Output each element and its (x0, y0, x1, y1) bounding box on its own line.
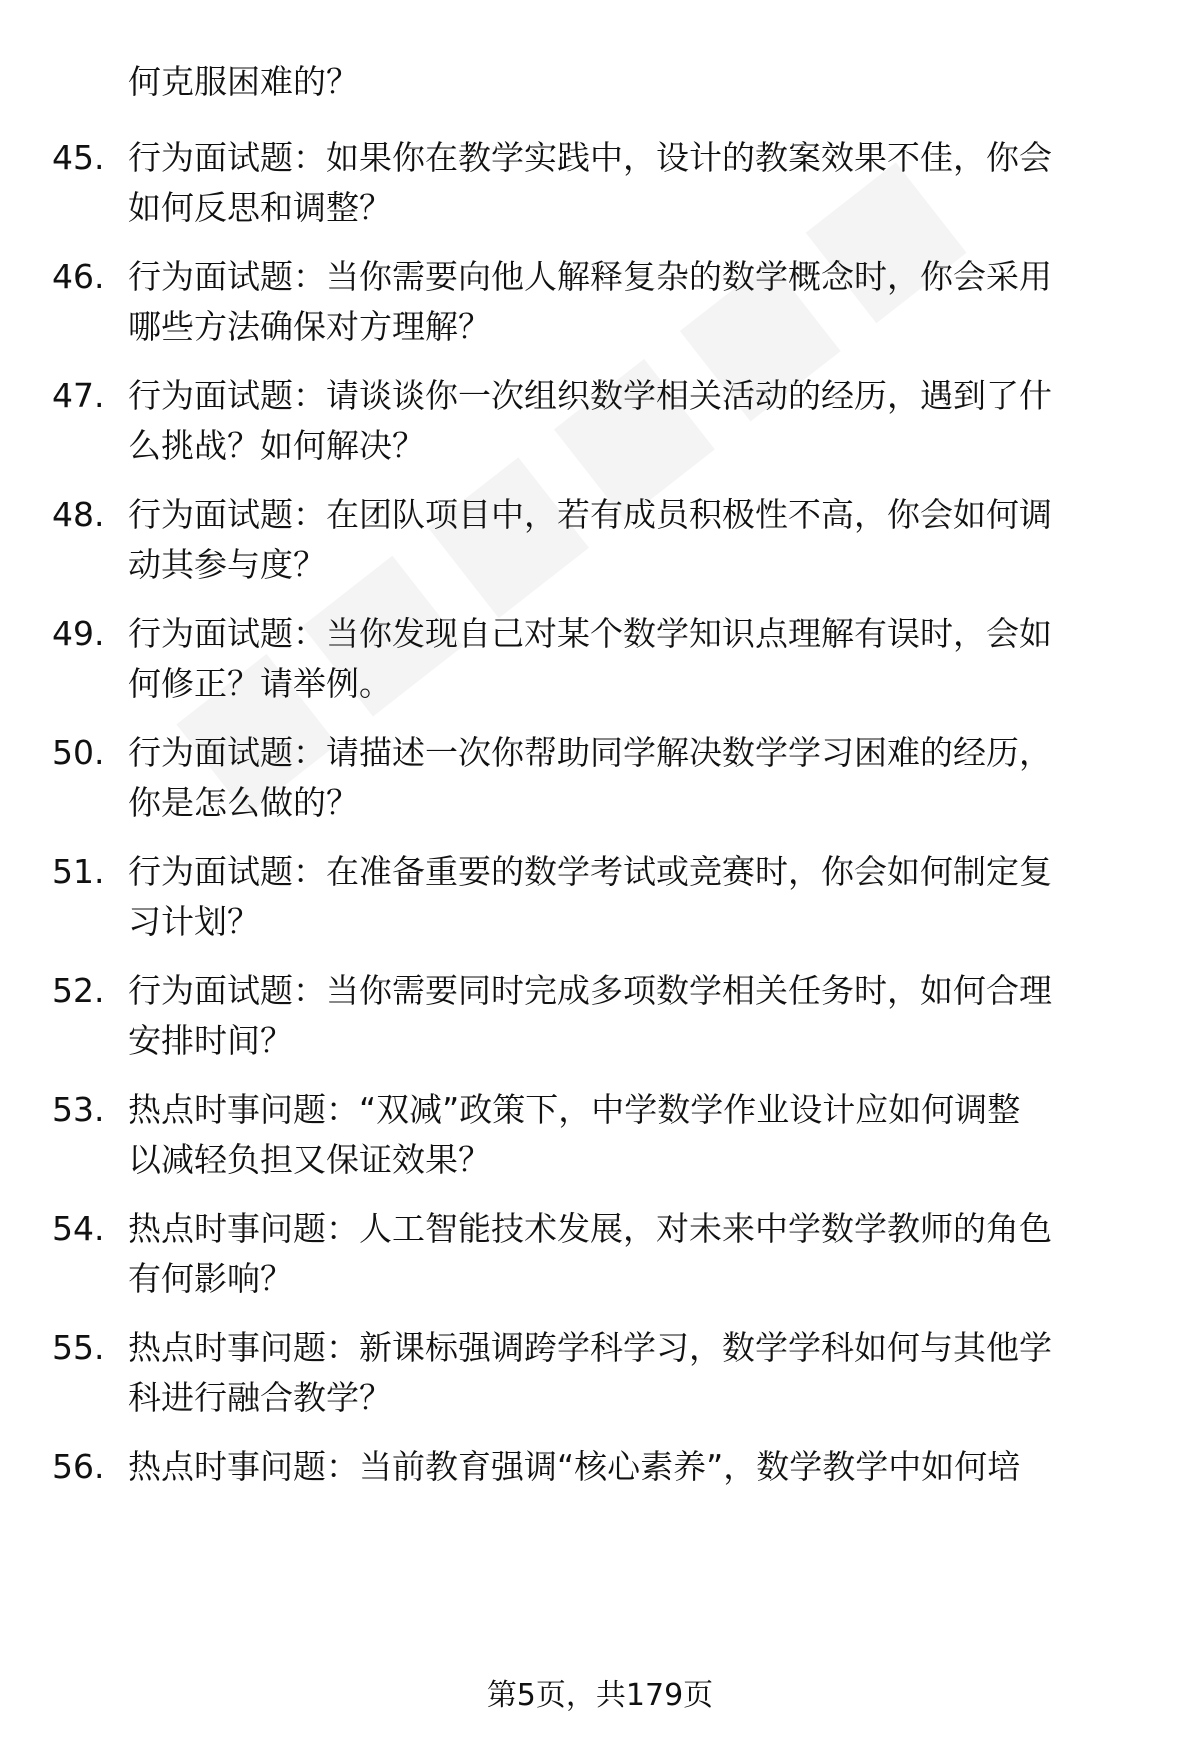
question-text-line-1: 行为面试题：在准备重要的数学考试或竞赛时，你会如何制定复 (128, 852, 1052, 891)
question-number: 51. (52, 852, 105, 891)
question-number: 46. (52, 257, 105, 296)
continued-question-text: 何克服困难的？ (128, 62, 359, 101)
question-text-line-2: 有何影响？ (128, 1259, 293, 1298)
question-text-line-1: 热点时事问题：新课标强调跨学科学习，数学学科如何与其他学 (128, 1328, 1052, 1367)
question-text-line-2: 安排时间？ (128, 1021, 293, 1060)
question-number: 52. (52, 971, 105, 1010)
question-number: 49. (52, 614, 105, 653)
question-number: 45. (52, 138, 105, 177)
question-text-line-1: 行为面试题：当你需要向他人解释复杂的数学概念时，你会采用 (128, 257, 1052, 296)
question-number: 50. (52, 733, 105, 772)
question-text-line-2: 你是怎么做的？ (128, 783, 359, 822)
question-number: 56. (52, 1447, 105, 1486)
question-item (0, 727, 1200, 831)
question-item (0, 846, 1200, 950)
question-item (0, 489, 1200, 593)
question-text-line-1: 行为面试题：当你发现自己对某个数学知识点理解有误时，会如 (128, 614, 1052, 653)
question-text-line-1: 行为面试题：如果你在教学实践中，设计的教案效果不佳，你会 (128, 138, 1052, 177)
question-number: 48. (52, 495, 105, 534)
page-number-footer: 第5页，共179页 (486, 1678, 714, 1713)
question-text-line-2: 动其参与度？ (128, 545, 326, 584)
question-item (0, 1084, 1200, 1188)
question-text-line-1: 热点时事问题：人工智能技术发展，对未来中学数学教师的角色 (128, 1209, 1052, 1248)
question-number: 53. (52, 1090, 105, 1129)
question-text-line-1: 热点时事问题：“双减”政策下，中学数学作业设计应如何调整 (128, 1090, 1021, 1129)
question-item (0, 965, 1200, 1069)
question-text-line-2: 如何反思和调整？ (128, 188, 392, 227)
question-item (0, 251, 1200, 355)
question-item (0, 608, 1200, 712)
question-text-line-2: 以减轻负担又保证效果？ (128, 1140, 491, 1179)
question-text-line-2: 么挑战？如何解决？ (128, 426, 425, 465)
question-item (0, 132, 1200, 236)
question-text-line-1: 行为面试题：当你需要同时完成多项数学相关任务时，如何合理 (128, 971, 1052, 1010)
question-text-line-1: 行为面试题：请谈谈你一次组织数学相关活动的经历，遇到了什 (128, 376, 1052, 415)
question-text-line-1: 热点时事问题：当前教育强调“核心素养”，数学教学中如何培 (128, 1447, 1021, 1486)
question-text-line-2: 何修正？请举例。 (128, 664, 392, 703)
question-text-line-2: 科进行融合教学？ (128, 1378, 392, 1417)
question-number: 47. (52, 376, 105, 415)
question-item (0, 1441, 1200, 1545)
question-number: 55. (52, 1328, 105, 1367)
question-text-line-2: 习计划？ (128, 902, 260, 941)
question-item (0, 1203, 1200, 1307)
question-item (0, 1322, 1200, 1426)
question-number: 54. (52, 1209, 105, 1248)
question-text-line-1: 行为面试题：请描述一次你帮助同学解决数学学习困难的经历， (128, 733, 1052, 772)
question-item (0, 370, 1200, 474)
question-text-line-2: 哪些方法确保对方理解？ (128, 307, 491, 346)
question-text-line-1: 行为面试题：在团队项目中，若有成员积极性不高，你会如何调 (128, 495, 1052, 534)
